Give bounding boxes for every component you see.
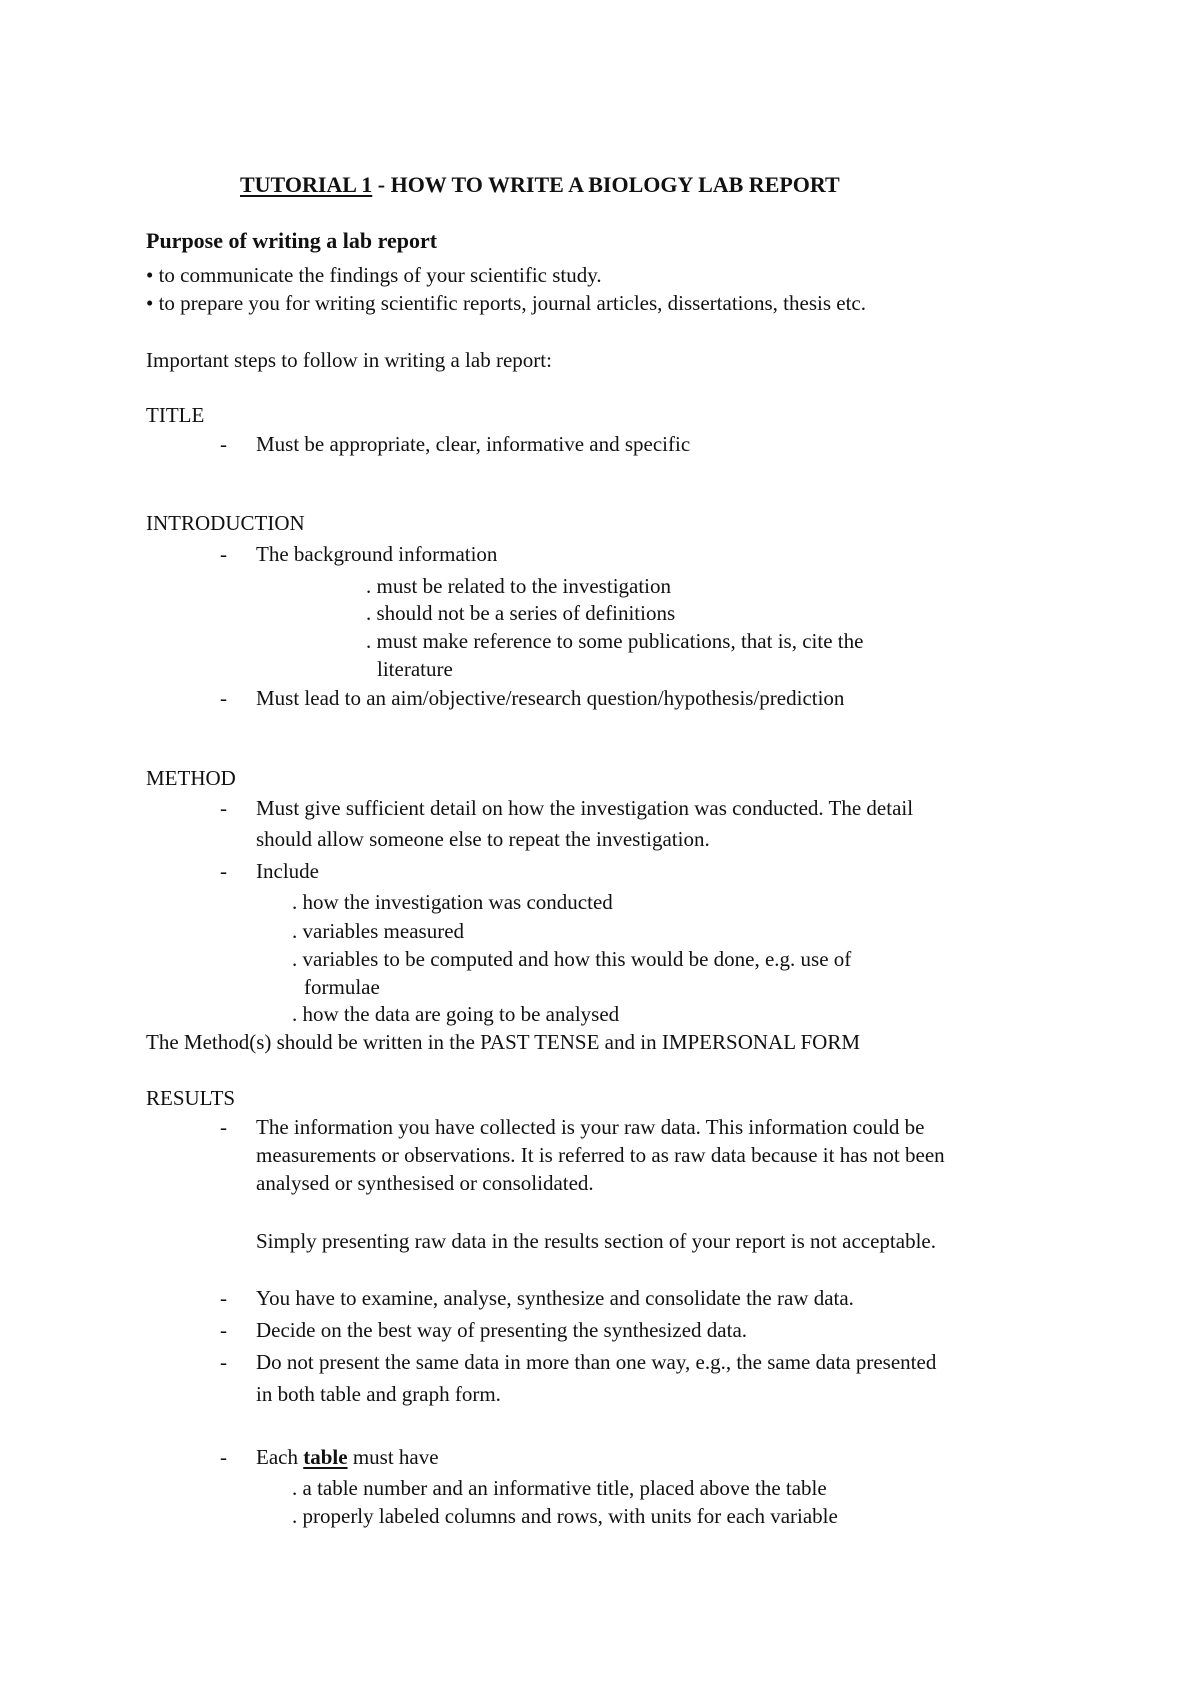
- results-raw-line: analysed or synthesised or consolidated.: [256, 1171, 594, 1195]
- introduction-heading: INTRODUCTION: [146, 511, 305, 535]
- method-detail: should allow someone else to repeat the investigation.: [256, 827, 710, 851]
- introduction-sub-item: . should not be a series of definitions: [366, 601, 676, 625]
- results-raw-line: measurements or observations. It is referred to as raw data because it has not been: [256, 1143, 945, 1167]
- results-raw-line: The information you have collected is your raw data. This information could be: [256, 1115, 925, 1139]
- method-sub-item: . how the data are going to be analysed: [292, 1002, 620, 1026]
- method-heading: METHOD: [146, 766, 236, 790]
- results-donot: Do not present the same data in more than one way, e.g., the same data presented: [256, 1350, 937, 1374]
- method-note: The Method(s) should be written in the PAST TENSE and in IMPERSONAL FORM: [146, 1030, 861, 1054]
- introduction-sub-item: . must make reference to some publications, that is, cite the: [366, 629, 864, 653]
- bullet-dash: -: [220, 1115, 227, 1139]
- title-section-heading: TITLE: [146, 403, 205, 427]
- results-heading: RESULTS: [146, 1086, 236, 1110]
- bullet-dash: -: [220, 1445, 227, 1469]
- introduction-background: The background information: [256, 542, 498, 566]
- introduction-sub-item: . must be related to the investigation: [366, 574, 672, 598]
- purpose-item: • to prepare you for writing scientific reports, journal articles, dissertations, thesis etc.: [146, 291, 866, 315]
- results-each-table: [256, 1447, 439, 1468]
- bullet-dash: -: [220, 432, 227, 456]
- title-separator: -: [372, 172, 391, 197]
- purpose-item: • to communicate the findings of your scientific study.: [146, 263, 602, 287]
- bullet-dash: -: [220, 1318, 227, 1342]
- title-tutorial-number: TUTORIAL 1: [240, 172, 373, 197]
- method-sub-item: . how the investigation was conducted: [292, 890, 613, 914]
- bullet-dash: -: [220, 859, 227, 883]
- table-keyword: table: [303, 1445, 348, 1469]
- results-donot: in both table and graph form.: [256, 1382, 501, 1406]
- method-sub-item: . variables measured: [292, 919, 465, 943]
- introduction-sub-item: literature: [377, 657, 453, 681]
- bullet-dash: -: [220, 1350, 227, 1374]
- method-detail: Must give sufficient detail on how the investigation was conducted. The detail: [256, 796, 914, 820]
- each-suffix: must have: [347, 1445, 439, 1469]
- bullet-dash: -: [220, 542, 227, 566]
- results-simply: Simply presenting raw data in the results section of your report is not acceptable.: [256, 1229, 936, 1253]
- title-section-item: Must be appropriate, clear, informative and specific: [256, 432, 691, 456]
- results-examine: You have to examine, analyse, synthesize and consolidate the raw data.: [256, 1286, 854, 1310]
- document-title: [240, 174, 840, 196]
- bullet-dash: -: [220, 796, 227, 820]
- table-requirement: . properly labeled columns and rows, with units for each variable: [292, 1504, 838, 1528]
- steps-intro: Important steps to follow in writing a lab report:: [146, 348, 552, 372]
- results-decide: Decide on the best way of presenting the synthesized data.: [256, 1318, 748, 1342]
- bullet-dash: -: [220, 686, 227, 710]
- method-sub-item: formulae: [304, 975, 380, 999]
- introduction-lead: Must lead to an aim/objective/research question/hypothesis/prediction: [256, 686, 845, 710]
- bullet-dash: -: [220, 1286, 227, 1310]
- method-sub-item: . variables to be computed and how this would be done, e.g. use of: [292, 947, 852, 971]
- each-prefix: Each: [256, 1445, 304, 1469]
- purpose-heading: Purpose of writing a lab report: [146, 228, 438, 253]
- method-include: Include: [256, 859, 319, 883]
- table-requirement: . a table number and an informative title, placed above the table: [292, 1476, 827, 1500]
- title-main: HOW TO WRITE A BIOLOGY LAB REPORT: [390, 172, 840, 197]
